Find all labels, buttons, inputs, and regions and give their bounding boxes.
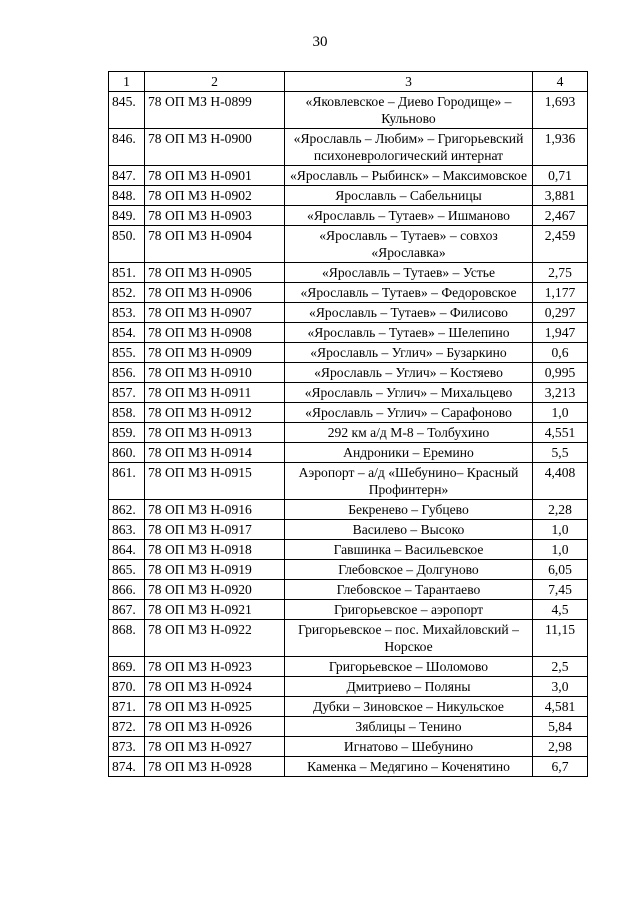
table-row bbox=[109, 600, 588, 620]
row-number-cell: 870. bbox=[109, 677, 145, 697]
row-number-cell: 856. bbox=[109, 363, 145, 383]
road-code-cell: 78 ОП МЗ Н-0908 bbox=[145, 323, 285, 343]
road-length-cell: 2,28 bbox=[533, 500, 588, 520]
road-name-cell: «Ярославль – Рыбинск» – Максимовское bbox=[285, 166, 533, 186]
road-code-cell: 78 ОП МЗ Н-0926 bbox=[145, 717, 285, 737]
row-number-cell: 868. bbox=[109, 620, 145, 657]
road-registry-table bbox=[108, 71, 588, 777]
road-length-cell: 4,5 bbox=[533, 600, 588, 620]
road-length-cell: 6,7 bbox=[533, 757, 588, 777]
road-code-cell: 78 ОП МЗ Н-0922 bbox=[145, 620, 285, 657]
row-number-cell: 863. bbox=[109, 520, 145, 540]
row-number-cell: 849. bbox=[109, 206, 145, 226]
road-code-cell: 78 ОП МЗ Н-0903 bbox=[145, 206, 285, 226]
road-name-cell: 292 км а/д М-8 – Толбухино bbox=[285, 423, 533, 443]
road-code-cell: 78 ОП МЗ Н-0917 bbox=[145, 520, 285, 540]
road-length-cell: 3,0 bbox=[533, 677, 588, 697]
road-length-cell: 0,995 bbox=[533, 363, 588, 383]
table-row bbox=[109, 677, 588, 697]
road-name-cell: «Ярославль – Любим» – Григорьевский психоневрологический интернат bbox=[285, 129, 533, 166]
road-code-cell: 78 ОП МЗ Н-0923 bbox=[145, 657, 285, 677]
table-row bbox=[109, 263, 588, 283]
road-length-cell: 7,45 bbox=[533, 580, 588, 600]
row-number-cell: 848. bbox=[109, 186, 145, 206]
table-row bbox=[109, 717, 588, 737]
road-name-cell: Василево – Высоко bbox=[285, 520, 533, 540]
road-length-cell: 2,75 bbox=[533, 263, 588, 283]
road-code-cell: 78 ОП МЗ Н-0905 bbox=[145, 263, 285, 283]
road-length-cell: 1,0 bbox=[533, 520, 588, 540]
table-row bbox=[109, 206, 588, 226]
header-cell-length: 4 bbox=[533, 72, 588, 92]
road-code-cell: 78 ОП МЗ Н-0901 bbox=[145, 166, 285, 186]
road-name-cell: Андроники – Еремино bbox=[285, 443, 533, 463]
road-length-cell: 1,0 bbox=[533, 540, 588, 560]
road-code-cell: 78 ОП МЗ Н-0911 bbox=[145, 383, 285, 403]
road-name-cell: Зяблицы – Тенино bbox=[285, 717, 533, 737]
road-length-cell: 4,551 bbox=[533, 423, 588, 443]
table-row bbox=[109, 757, 588, 777]
table-row bbox=[109, 443, 588, 463]
row-number-cell: 862. bbox=[109, 500, 145, 520]
table-row bbox=[109, 129, 588, 166]
table-row bbox=[109, 580, 588, 600]
road-code-cell: 78 ОП МЗ Н-0902 bbox=[145, 186, 285, 206]
row-number-cell: 855. bbox=[109, 343, 145, 363]
road-name-cell: «Ярославль – Тутаев» – Филисово bbox=[285, 303, 533, 323]
road-name-cell: «Яковлевское – Диево Городище» – Кульново bbox=[285, 92, 533, 129]
road-name-cell: Каменка – Медягино – Коченятино bbox=[285, 757, 533, 777]
road-length-cell: 1,947 bbox=[533, 323, 588, 343]
road-code-cell: 78 ОП МЗ Н-0909 bbox=[145, 343, 285, 363]
table-row bbox=[109, 500, 588, 520]
road-code-cell: 78 ОП МЗ Н-0910 bbox=[145, 363, 285, 383]
road-code-cell: 78 ОП МЗ Н-0907 bbox=[145, 303, 285, 323]
row-number-cell: 865. bbox=[109, 560, 145, 580]
road-name-cell: «Ярославль – Тутаев» – Устье bbox=[285, 263, 533, 283]
table-row bbox=[109, 737, 588, 757]
road-length-cell: 4,408 bbox=[533, 463, 588, 500]
road-code-cell: 78 ОП МЗ Н-0912 bbox=[145, 403, 285, 423]
table-row bbox=[109, 520, 588, 540]
road-length-cell: 2,5 bbox=[533, 657, 588, 677]
road-length-cell: 2,459 bbox=[533, 226, 588, 263]
table-row bbox=[109, 463, 588, 500]
road-length-cell: 5,5 bbox=[533, 443, 588, 463]
road-name-cell: «Ярославль – Углич» – Бузаркино bbox=[285, 343, 533, 363]
row-number-cell: 867. bbox=[109, 600, 145, 620]
table-row bbox=[109, 363, 588, 383]
row-number-cell: 869. bbox=[109, 657, 145, 677]
table-row bbox=[109, 403, 588, 423]
table-row bbox=[109, 283, 588, 303]
road-name-cell: Григорьевское – Шоломово bbox=[285, 657, 533, 677]
road-code-cell: 78 ОП МЗ Н-0920 bbox=[145, 580, 285, 600]
road-code-cell: 78 ОП МЗ Н-0919 bbox=[145, 560, 285, 580]
table-row bbox=[109, 92, 588, 129]
header-cell-number: 1 bbox=[109, 72, 145, 92]
road-length-cell: 2,467 bbox=[533, 206, 588, 226]
road-name-cell: Бекренево – Губцево bbox=[285, 500, 533, 520]
road-length-cell: 1,177 bbox=[533, 283, 588, 303]
road-code-cell: 78 ОП МЗ Н-0900 bbox=[145, 129, 285, 166]
table-row bbox=[109, 560, 588, 580]
road-name-cell: Григорьевское – пос. Михайловский – Норское bbox=[285, 620, 533, 657]
road-length-cell: 3,213 bbox=[533, 383, 588, 403]
header-cell-code: 2 bbox=[145, 72, 285, 92]
table-header-row bbox=[109, 72, 588, 92]
road-name-cell: Глебовское – Долгуново bbox=[285, 560, 533, 580]
road-length-cell: 5,84 bbox=[533, 717, 588, 737]
road-code-cell: 78 ОП МЗ Н-0913 bbox=[145, 423, 285, 443]
table-row bbox=[109, 697, 588, 717]
road-name-cell: «Ярославль – Тутаев» – Федоровское bbox=[285, 283, 533, 303]
road-length-cell: 11,15 bbox=[533, 620, 588, 657]
road-code-cell: 78 ОП МЗ Н-0918 bbox=[145, 540, 285, 560]
road-length-cell: 0,297 bbox=[533, 303, 588, 323]
road-name-cell: Ярославль – Сабельницы bbox=[285, 186, 533, 206]
row-number-cell: 861. bbox=[109, 463, 145, 500]
road-length-cell: 1,0 bbox=[533, 403, 588, 423]
road-name-cell: Аэропорт – а/д «Шебунино– Красный Профинтерн» bbox=[285, 463, 533, 500]
row-number-cell: 872. bbox=[109, 717, 145, 737]
road-length-cell: 3,881 bbox=[533, 186, 588, 206]
row-number-cell: 866. bbox=[109, 580, 145, 600]
header-cell-name: 3 bbox=[285, 72, 533, 92]
table-row bbox=[109, 423, 588, 443]
row-number-cell: 854. bbox=[109, 323, 145, 343]
road-name-cell: «Ярославль – Тутаев» – Ишманово bbox=[285, 206, 533, 226]
row-number-cell: 859. bbox=[109, 423, 145, 443]
road-code-cell: 78 ОП МЗ Н-0899 bbox=[145, 92, 285, 129]
road-name-cell: «Ярославль – Углич» – Михальцево bbox=[285, 383, 533, 403]
road-length-cell: 6,05 bbox=[533, 560, 588, 580]
row-number-cell: 853. bbox=[109, 303, 145, 323]
row-number-cell: 860. bbox=[109, 443, 145, 463]
road-length-cell: 2,98 bbox=[533, 737, 588, 757]
road-code-cell: 78 ОП МЗ Н-0921 bbox=[145, 600, 285, 620]
road-code-cell: 78 ОП МЗ Н-0924 bbox=[145, 677, 285, 697]
road-code-cell: 78 ОП МЗ Н-0925 bbox=[145, 697, 285, 717]
table-row bbox=[109, 226, 588, 263]
road-length-cell: 1,693 bbox=[533, 92, 588, 129]
row-number-cell: 850. bbox=[109, 226, 145, 263]
table-row bbox=[109, 343, 588, 363]
road-name-cell: Григорьевское – аэропорт bbox=[285, 600, 533, 620]
row-number-cell: 858. bbox=[109, 403, 145, 423]
row-number-cell: 852. bbox=[109, 283, 145, 303]
road-code-cell: 78 ОП МЗ Н-0906 bbox=[145, 283, 285, 303]
table-row bbox=[109, 186, 588, 206]
road-name-cell: «Ярославль – Тутаев» – Шелепино bbox=[285, 323, 533, 343]
road-name-cell: Дубки – Зиновское – Никульское bbox=[285, 697, 533, 717]
row-number-cell: 846. bbox=[109, 129, 145, 166]
row-number-cell: 864. bbox=[109, 540, 145, 560]
road-length-cell: 1,936 bbox=[533, 129, 588, 166]
road-code-cell: 78 ОП МЗ Н-0914 bbox=[145, 443, 285, 463]
road-code-cell: 78 ОП МЗ Н-0928 bbox=[145, 757, 285, 777]
table-row bbox=[109, 383, 588, 403]
row-number-cell: 851. bbox=[109, 263, 145, 283]
road-name-cell: Дмитриево – Поляны bbox=[285, 677, 533, 697]
road-code-cell: 78 ОП МЗ Н-0927 bbox=[145, 737, 285, 757]
row-number-cell: 871. bbox=[109, 697, 145, 717]
row-number-cell: 847. bbox=[109, 166, 145, 186]
road-length-cell: 0,6 bbox=[533, 343, 588, 363]
road-name-cell: Глебовское – Тарантаево bbox=[285, 580, 533, 600]
row-number-cell: 874. bbox=[109, 757, 145, 777]
table-row bbox=[109, 620, 588, 657]
road-name-cell: Гавшинка – Васильевское bbox=[285, 540, 533, 560]
table-row bbox=[109, 303, 588, 323]
row-number-cell: 845. bbox=[109, 92, 145, 129]
table-row bbox=[109, 540, 588, 560]
table-row bbox=[109, 323, 588, 343]
road-length-cell: 4,581 bbox=[533, 697, 588, 717]
road-length-cell: 0,71 bbox=[533, 166, 588, 186]
row-number-cell: 873. bbox=[109, 737, 145, 757]
table-row bbox=[109, 166, 588, 186]
road-code-cell: 78 ОП МЗ Н-0915 bbox=[145, 463, 285, 500]
road-code-cell: 78 ОП МЗ Н-0916 bbox=[145, 500, 285, 520]
road-name-cell: «Ярославль – Тутаев» – совхоз «Ярославка» bbox=[285, 226, 533, 263]
road-name-cell: Игнатово – Шебунино bbox=[285, 737, 533, 757]
road-name-cell: «Ярославль – Углич» – Сарафоново bbox=[285, 403, 533, 423]
road-code-cell: 78 ОП МЗ Н-0904 bbox=[145, 226, 285, 263]
road-name-cell: «Ярославль – Углич» – Костяево bbox=[285, 363, 533, 383]
row-number-cell: 857. bbox=[109, 383, 145, 403]
table-row bbox=[109, 657, 588, 677]
table-body bbox=[109, 72, 588, 777]
page-number: 30 bbox=[312, 34, 328, 50]
